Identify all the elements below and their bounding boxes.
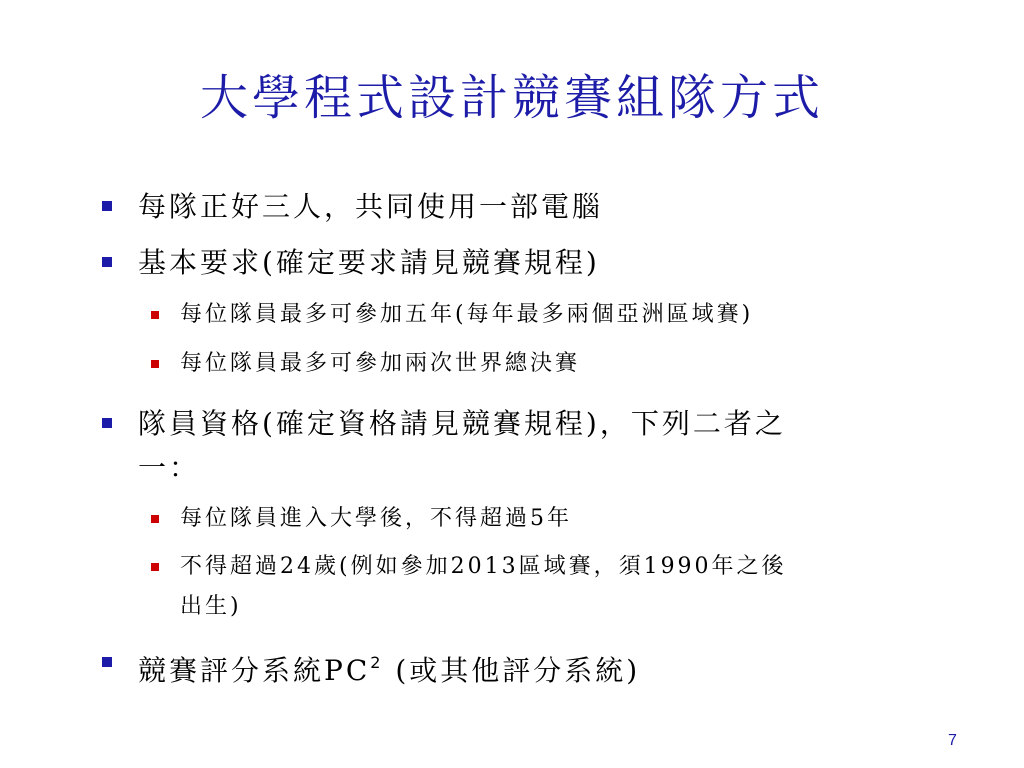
square-bullet-icon — [151, 563, 159, 571]
square-bullet-icon — [102, 418, 112, 428]
superscript: 2 — [370, 653, 384, 672]
list-item — [138, 241, 600, 285]
sub-list-item-text: 每位隊員進入大學後，不得超過5年 — [180, 506, 572, 531]
sub-list-item — [180, 295, 753, 335]
sub-list-item-text-continued: 出生) — [180, 594, 242, 619]
list-item — [138, 641, 640, 693]
list-item — [138, 185, 603, 229]
slide-title: 大學程式設計競賽組隊方式 — [199, 70, 824, 126]
square-bullet-icon — [102, 201, 112, 211]
list-item-text-continued: 一： — [138, 451, 201, 484]
list-item-text: 競賽評分系統PC — [138, 654, 371, 687]
sub-list-item-text: 不得超過24歲(例如參加2013區域賽，須1990年之後 — [180, 554, 787, 579]
sub-list-item — [180, 344, 580, 384]
list-item-text: 每隊正好三人，共同使用一部電腦 — [138, 190, 604, 223]
square-bullet-icon — [151, 515, 159, 523]
list-item — [138, 402, 786, 490]
sub-list-item-text: 每位隊員最多可參加五年(每年最多兩個亞洲區域賽) — [180, 302, 754, 327]
square-bullet-icon — [102, 657, 112, 667]
square-bullet-icon — [151, 360, 159, 368]
page-number: 7 — [948, 732, 957, 749]
list-item-text: 隊員資格(確定資格請見競賽規程)，下列二者之 — [138, 407, 786, 440]
sub-list-item — [180, 499, 572, 539]
square-bullet-icon — [151, 311, 159, 319]
list-item-text: 基本要求(確定要求請見競賽規程) — [138, 246, 600, 279]
square-bullet-icon — [102, 257, 112, 267]
list-item-text-suffix: (或其他評分系統) — [383, 654, 641, 687]
sub-list-item-text: 每位隊員最多可參加兩次世界總決賽 — [180, 351, 581, 376]
sub-list-item — [180, 547, 787, 627]
